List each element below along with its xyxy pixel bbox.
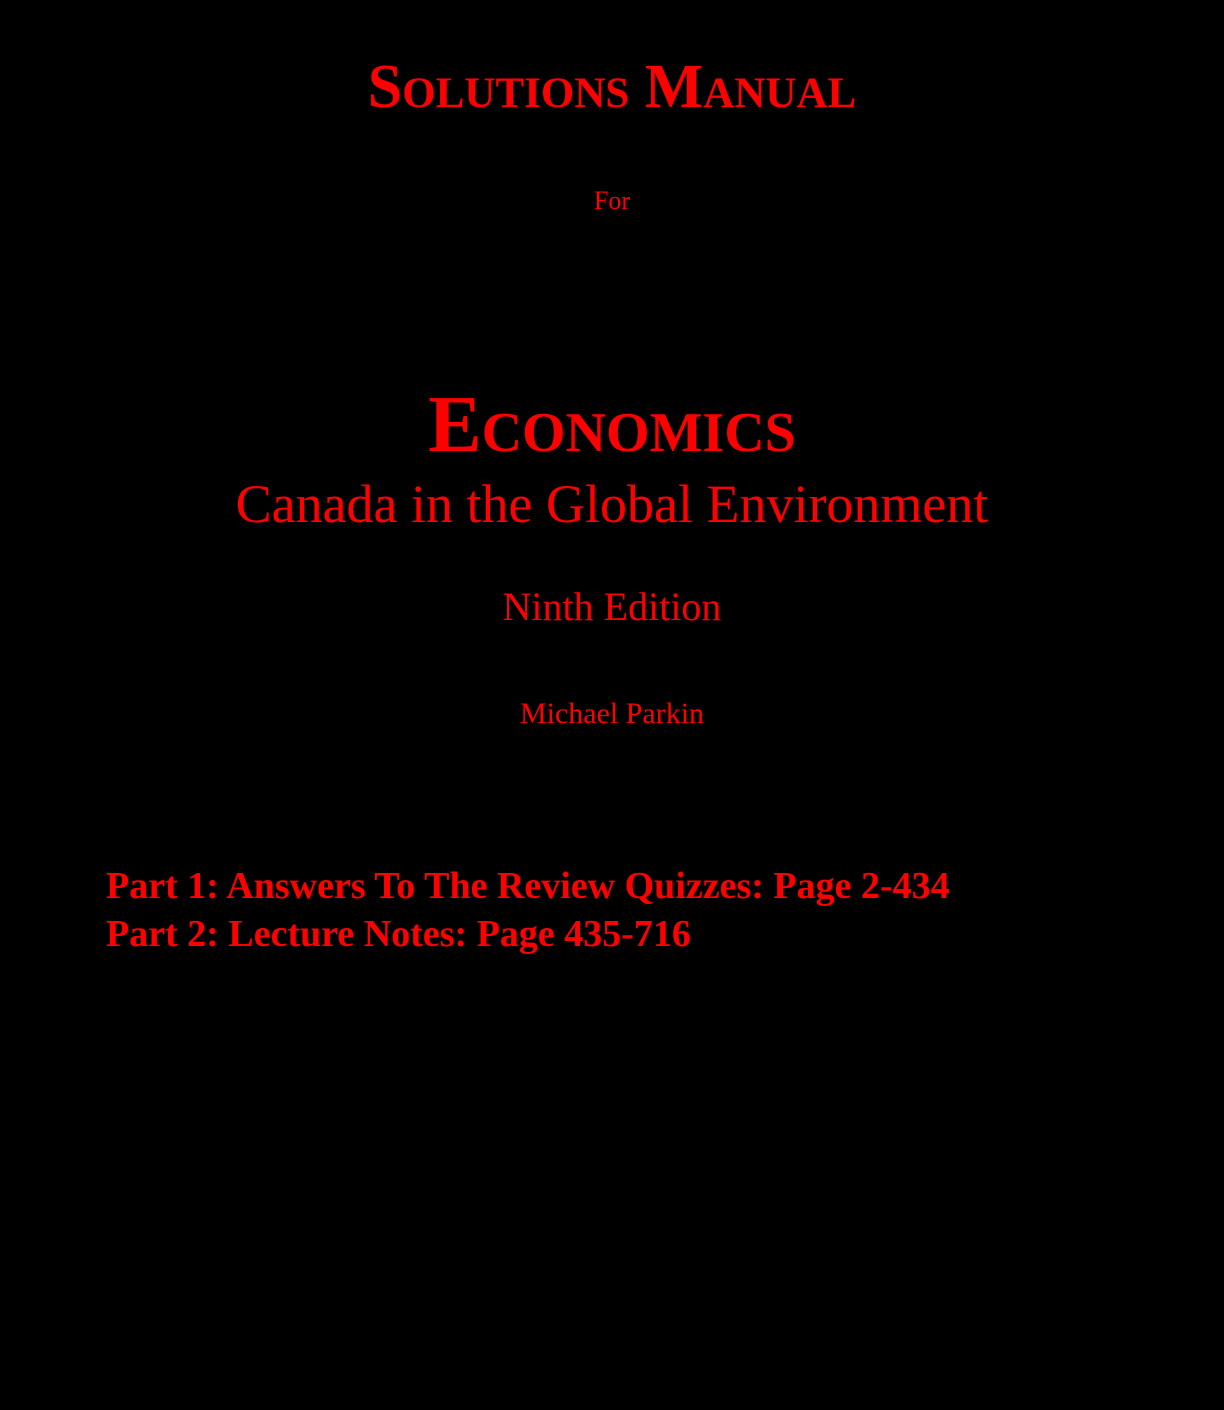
author-name: Michael Parkin bbox=[519, 697, 705, 730]
parts-list bbox=[106, 862, 950, 958]
book-subtitle: Canada in the Global Environment bbox=[235, 474, 989, 534]
edition-label: Ninth Edition bbox=[502, 584, 722, 629]
book-title: Economics bbox=[428, 381, 796, 469]
part-1-line: Part 1: Answers To The Review Quizzes: Page 2-434 bbox=[106, 865, 950, 907]
for-label: For bbox=[593, 186, 631, 215]
part-2-line: Part 2: Lecture Notes: Page 435-716 bbox=[106, 913, 691, 955]
manual-title: Solutions Manual bbox=[367, 53, 857, 121]
